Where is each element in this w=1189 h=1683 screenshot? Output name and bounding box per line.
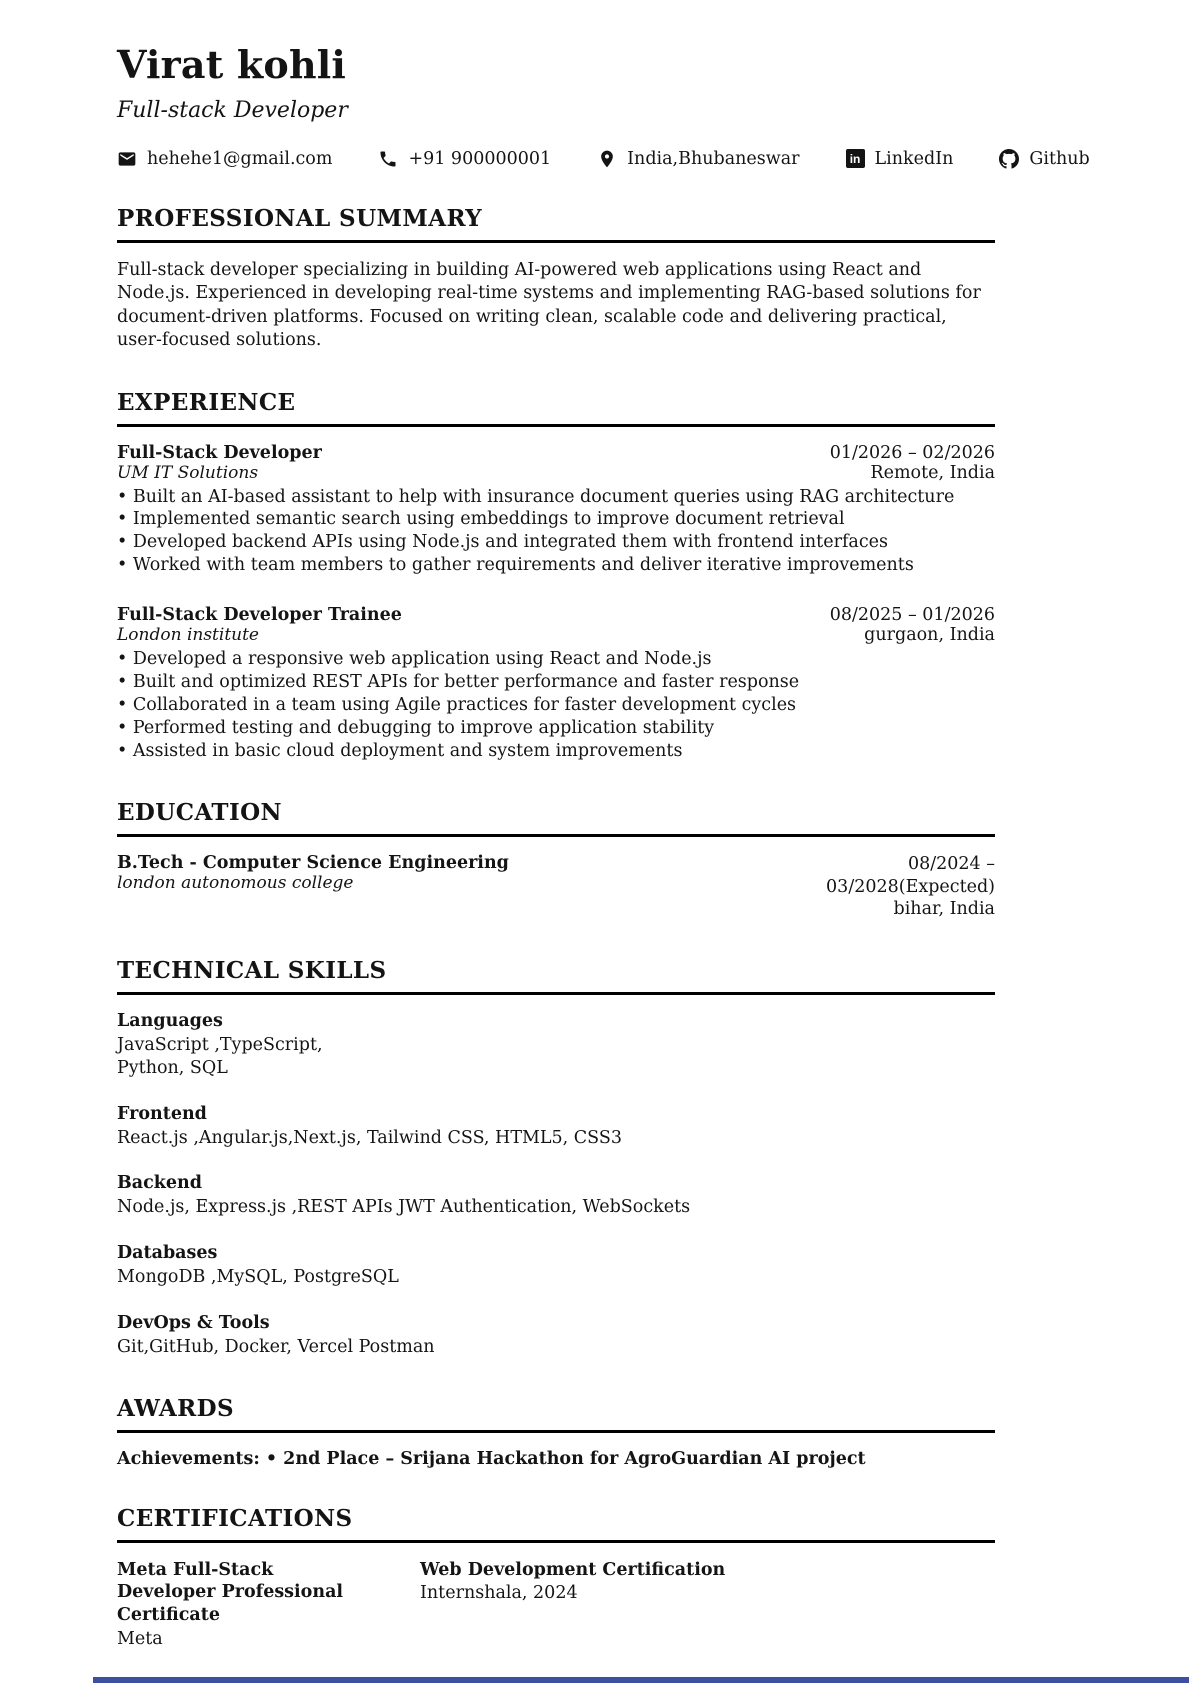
job-bullet: • Implemented semantic search using embeddings to improve document retrieval (117, 508, 995, 531)
contact-phone[interactable] (378, 149, 551, 169)
section-experience (117, 389, 995, 763)
job-company: London institute (117, 625, 259, 646)
skill-group-items: Git,GitHub, Docker, Vercel Postman (117, 1336, 435, 1357)
email-icon (117, 149, 137, 169)
job-bullets (117, 648, 995, 763)
location-text: India,Bhubaneswar (627, 148, 800, 169)
section-skills (117, 957, 995, 1359)
contact-row (117, 148, 1090, 169)
job-company: UM IT Solutions (117, 462, 259, 483)
skill-group-frontend (117, 1104, 995, 1150)
job-title: Full-Stack Developer (117, 442, 322, 463)
email-text: hehehe1@gmail.com (147, 148, 333, 169)
section-awards (117, 1395, 995, 1469)
github-icon (999, 149, 1019, 169)
phone-text: +91 900000001 (408, 148, 552, 169)
candidate-title: Full-stack Developer (117, 97, 348, 123)
skill-group-items: JavaScript ,TypeScript, (117, 1035, 323, 1056)
education-date-start: 08/2024 – (907, 853, 995, 874)
section-summary (117, 205, 995, 353)
skill-group-label: Databases (117, 1243, 218, 1264)
skill-group-backend (117, 1173, 995, 1219)
job-bullet: • Collaborated in a team using Agile practices for faster development cycles (117, 694, 995, 717)
github-text: Github (1029, 148, 1090, 169)
candidate-name: Virat kohli (117, 42, 347, 87)
section-education (117, 799, 995, 921)
skill-group-label: DevOps & Tools (117, 1312, 270, 1333)
skill-group-items: Python, SQL (117, 1057, 228, 1078)
phone-icon (378, 149, 398, 169)
skill-group-label: Backend (117, 1173, 203, 1194)
job-dates: 01/2026 – 02/2026 (829, 442, 995, 463)
job-entry (117, 605, 995, 763)
job-bullets (117, 486, 995, 578)
contact-location (597, 149, 799, 169)
certification-entry (117, 1559, 420, 1649)
education-degree: B.Tech - Computer Science Engineering (117, 852, 509, 873)
certification-name: Web Development Certification (420, 1559, 726, 1580)
job-bullet: • Worked with team members to gather requirements and deliver iterative improvements (117, 554, 995, 577)
linkedin-text: LinkedIn (874, 148, 954, 169)
resume-header (117, 42, 1090, 169)
skills-heading: TECHNICAL SKILLS (117, 957, 995, 995)
certification-entry (420, 1559, 995, 1649)
job-bullet: • Developed backend APIs using Node.js and integrated them with frontend interfaces (117, 531, 995, 554)
skill-group-languages (117, 1011, 995, 1080)
skill-group-devops-tools (117, 1313, 995, 1359)
skill-group-items: Node.js, Express.js ,REST APIs JWT Authentication, WebSockets (117, 1197, 691, 1218)
job-dates: 08/2025 – 01/2026 (829, 605, 995, 626)
contact-email[interactable] (117, 149, 332, 169)
job-bullet: • Performed testing and debugging to improve application stability (117, 717, 995, 740)
education-date-end: 03/2028(Expected) (826, 876, 995, 897)
contact-github[interactable] (999, 149, 1089, 169)
award-text: Achievements: • 2nd Place – Srijana Hackathon for AgroGuardian AI project (117, 1448, 866, 1469)
job-location: gurgaon, India (864, 625, 995, 646)
job-bullet: • Assisted in basic cloud deployment and system improvements (117, 740, 995, 763)
education-heading: EDUCATION (117, 799, 995, 837)
experience-heading: EXPERIENCE (117, 389, 995, 427)
certification-list (117, 1559, 995, 1649)
education-school: london autonomous college (117, 872, 354, 893)
job-bullet: • Developed a responsive web application using React and Node.js (117, 648, 995, 671)
section-certifications (117, 1505, 995, 1649)
summary-heading: PROFESSIONAL SUMMARY (117, 205, 995, 243)
summary-text: Full-stack developer specializing in building AI-powered web applications using React and Node.js. Experienced in developing real-time systems and implementing RAG-based solutions for document-driven platforms. Focused on writing clean, scalable code and delivering practical, user-focused solutions. (117, 259, 981, 351)
certification-issuer: Meta (117, 1628, 163, 1649)
education-dates (826, 853, 995, 921)
education-entry (117, 853, 995, 921)
job-bullet: • Built and optimized REST APIs for better performance and faster response (117, 671, 995, 694)
certifications-heading: CERTIFICATIONS (117, 1505, 995, 1543)
linkedin-icon: in (846, 149, 865, 168)
contact-linkedin[interactable] (846, 149, 954, 169)
job-entry (117, 443, 995, 578)
certification-name: Meta Full-Stack Developer Professional Certificate (117, 1559, 344, 1626)
education-location: bihar, India (893, 899, 995, 920)
skill-group-items: React.js ,Angular.js,Next.js, Tailwind CSS, HTML5, CSS3 (117, 1127, 622, 1148)
skill-group-label: Frontend (117, 1103, 207, 1124)
job-bullet: • Built an AI-based assistant to help with insurance document queries using RAG architecture (117, 486, 995, 509)
skill-group-items: MongoDB ,MySQL, PostgreSQL (117, 1267, 399, 1288)
skill-group-databases (117, 1243, 995, 1289)
job-location: Remote, India (870, 462, 995, 483)
skill-group-label: Languages (117, 1011, 223, 1032)
bottom-edge-bar (93, 1677, 1189, 1683)
job-title: Full-Stack Developer Trainee (117, 605, 402, 626)
certification-issuer: Internshala, 2024 (420, 1583, 578, 1604)
awards-heading: AWARDS (117, 1395, 995, 1433)
location-pin-icon (597, 149, 617, 169)
